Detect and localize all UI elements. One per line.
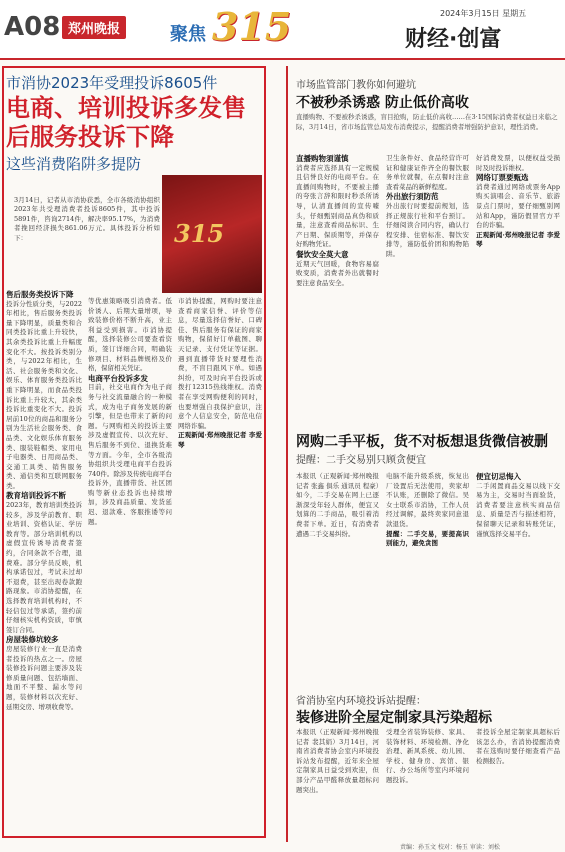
col1-text-2: 2023年，教育培训类投诉较多，涉及学前教育、职业培训、资格认证、学历教育等。部分培训机构以虚假宣传诱导消费者签约，合同条款不合理，退费难。部分学员反映，机构承诺包过，考试未过却不退费，甚至出现卷款跑路现象。市消协提醒，在选择教育培训机构时，不轻信包过等承诺，签约前仔细核实机构资质，审慎签订合同。 [6,501,82,634]
lead-byline: 正观新闻·郑州晚报记者 李爱琴 [178,431,262,449]
focus-label: 聚焦 [170,24,206,45]
section-title: 财经·创富 [405,27,502,52]
article3-column-2 [386,472,469,682]
article4-column-1: 本报讯（正观新闻·郑州晚报记者 裴其娟）3月14日，河南省消费者协会室内环境投诉站发布提醒，近年来全屋定制家具日益受到欢迎，但部分产品甲醛释放量超标问题突出。 [296,728,379,794]
col1-subtitle-3: 房屋装修坑较多 [6,635,59,645]
article4-kicker: 省消协室内环境投诉站提醒： [296,696,426,707]
lead-column-3 [178,297,262,832]
lead-intro: 3月14日，记者从市消协获悉，全市各级消协组织2023年共受理消费者投诉8605件，其中投诉5891件，咨询2714件，解决率95.17%，为消费者挽回经济损失861.06万元。具体投诉分析如下： [14,196,160,242]
article4-headline: 装修进阶全屋定制家具污染超标 [296,710,492,726]
col2-subtitle: 电商平台投诉多发 [88,373,148,383]
article2-byline: 正观新闻·郑州晚报记者 李爱琴 [476,230,560,249]
a2-text-5: 好消费发票，以便权益受损时及时投诉维权。 [476,154,560,172]
a3-text-1: 本报讯（正观新闻·郑州晚报记者 张鑫 俱乐 通讯员 程豪）如今，二手交易在网上已逐渐深受年轻人群体，便宜又划算的二手商品，吸引着消费者下单。近日，有消费者遭遇二手交易纠纷。 [296,472,379,538]
article3-column-3 [476,472,560,682]
article3-callout: 提醒：二手交易，要提高识别能力，避免贪图 [386,529,469,548]
article4-column-3: 者投诉全屋定制家具超标后该怎么办，省消协提醒消费者在选购时要仔细查看产品检测报告。 [476,728,560,765]
a3-text-2: 电脑不能升级系统，恢复出厂设置后无法使用，卖家却不认账，还删除了微信。吴女士联系市消协，工作人员经过调解，最终卖家同意退款退货。 [386,472,469,528]
col2-text: 等优惠策略吸引消费者。低价诱人、后期大量增项，导致装修价格不断升高，业主利益受到损害。市消协提醒，选择装修公司要查看资质，签订详细合同，明确装修项目、材料品牌规格及价格，保留相关凭证。 [88,297,172,373]
a3-text-3: 二手闲置商品交易以线下交易为主，交易时当面验货，消费者要注意核实商品信息、质量是否与描述相符，保留聊天记录和转账凭证，谨慎选择交易平台。 [476,481,560,538]
a2-text-6: 消费者通过网络或票务App购买演唱会、音乐节、旅游景点门票时，要仔细甄别网站和App，谨防假冒官方平台的诈骗。 [476,182,560,230]
col2-text-2: 目前，社交电商作为电子商务与社交流量融合的一种模式，成为电子商务发展的新引擎，但是也带来了新的问题。与网购相关的投诉主要涉及虚假宣传、以次充好、售后服务不到位、退换货难等方面。今年，全市各级消协组织共受理电商平台投诉740件。除涉及传统电商平台投诉外，直播带货、社区团购等新业态投诉也持续增加，涉及商品质量、发货延迟、退款难、客服推诿等问题。 [88,383,172,526]
a2-text-2: 近期天气回暖，食物容易腐败变质，消费者外出就餐时要注意食品安全。 [296,259,379,287]
paper-logo: 郑州晚报 [62,16,126,39]
article2-headline: 不被秒杀诱惑 防止低价高收 [296,95,469,111]
a3-subtitle: 便宜切忌悔入 [476,472,521,481]
issue-date: 2024年3月15日 星期五 [440,9,527,18]
article2-column-1 [296,154,379,424]
a2-text-3: 卫生条件好、食品经营许可证和健康证件齐全的餐饮服务单位就餐，在点餐时注意查看菜品的新鲜程度。 [386,154,469,191]
lead-kicker: 市消协2023年受理投诉8605件 [6,74,218,92]
a2-text-4: 外出旅行时要提前规划，选择正规旅行社和平台预订。仔细阅读合同内容，确认行程安排、住宿标准、餐饮安排等，谨防低价团和购物陷阱。 [386,201,469,258]
page-footer: 责编：孙玉文 校对：杨玉 审读：刘松 [400,844,500,851]
lead-headline: 电商、培训投诉多发售后服务投诉下降 [6,94,246,151]
lead-column-1 [6,290,82,830]
col3-text: 市消协提醒，网购时要注意查看商家信誉、评价等信息，尽量选择信誉好、口碑佳、售后服务有保证的商家购物，保留好订单截图、聊天记录、支付凭证等证据。遇到直播带货时要理性消费，不盲目跟风下单。如遇纠纷，可及时向平台投诉或拨打12315热线维权。消费者在享受网购便利的同时，也要增强自我保护意识，注意个人信息安全，防范电信网络诈骗。 [178,297,262,430]
lead-subhead: 这些消费陷阱多提防 [6,155,142,173]
photo-caption-315: 315 [174,219,225,248]
article2-column-2 [386,154,469,424]
col1-subtitle-2: 教育培训投诉不断 [6,491,66,501]
a2-subtitle-1: 直播购物須谨慎 [296,154,349,163]
article3-headline: 网购二手平板，货不对板想退货微信被删 [296,434,548,450]
col1-subtitle: 售后服务类投诉下降 [6,290,74,299]
lead-photo [162,175,262,293]
article2-column-3 [476,154,560,424]
article2-lead: 直播购物、不要被秒杀诱惑，盲目抢购，防止低价高收……在3·15国际消费者权益日来临之际，3月14日，省市场监管总局发布消费提示，提醒消费者增强防护意识，理性消费。 [296,113,558,131]
a2-subtitle-4: 网络订票要甄选 [476,173,529,183]
col1-text-3: 房屋装修行业一直是消费者投诉的热点之一。房屋装修投诉问题主要涉及装修质量问题、包括墙面、地面不平整、漏水等问题，装修材料以次充好、延期交房、增项收费等。 [6,644,82,711]
lead-column-2 [88,297,172,832]
a2-subtitle-3: 外出旅行須防范 [386,192,439,202]
logo-315: 315 [212,4,292,49]
article4-column-2: 受理全省装饰装修、家具、装饰材料、环境检测、净化治理、新风系统、幼儿园、学校、健身房、宾馆、银行、办公场所等室内环境问题投诉。 [386,728,469,784]
article3-subhead: 提醒：二手交易别只顾贪便宜 [296,455,426,466]
col1-text: 投诉分性质分类，与2022年相比，售后服务类投诉量下降明显，质量类和合同类投诉比重上升较快，其余类投诉比重上升幅度变化不大。按投诉类别分类，与2022年相比，生活、社会服务类和文化、娱乐、体育服务类投诉比重下降明显，而食品类投诉比重上升较大，其余类投诉比重变化不大。投诉居前10位的商品和服务分别为生活社会服务类、食品类、文化娱乐体育服务类、服装鞋帽类、家用电子电器类、日用商品类、交通工具类、销售服务类、通信类和互联网服务类。 [6,299,82,490]
article2-kicker: 市场监管部门教你如何避坑 [296,80,416,91]
column-divider [286,66,288,842]
page-number: A08 [4,12,61,42]
a2-text-1: 消费者应选择具有一定规模且信誉良好的电商平台。在直播间购物时，不要被主播的夸张言辞和限时秒杀所诱导，认清直播间的宣传噱头，仔细甄别商品真伪和质量，注意查看商品标识、生产日期、保质期等，并保存好购物凭证。 [296,163,379,249]
a2-subtitle-2: 餐饮安全莫大意 [296,249,349,259]
article3-column-1 [296,472,379,682]
